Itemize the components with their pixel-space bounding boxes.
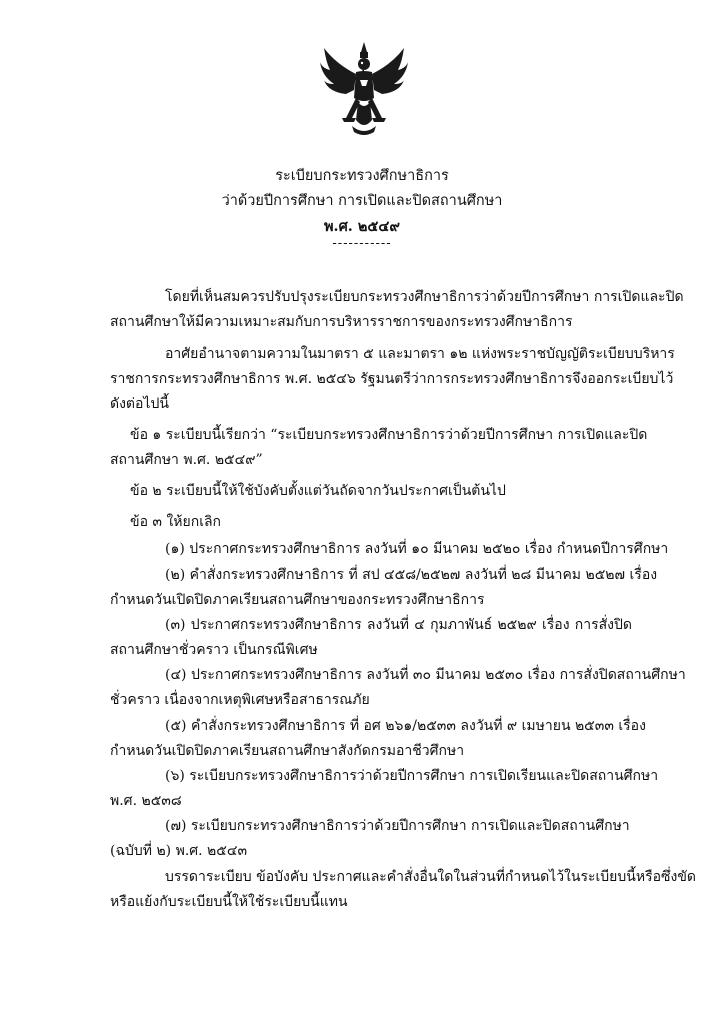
repeal-item: (๗) ระเบียบกระทรวงศึกษาธิการว่าด้วยปีการศึกษา การเปิดและปิดสถานศึกษา	[165, 818, 630, 834]
preamble-line: อาศัยอำนาจตามความในมาตรา ๕ และมาตรา ๑๒ แห่งพระราชบัญญัติระเบียบบริหาร	[165, 346, 675, 362]
repeal-item: ชั่วคราว เนื่องจากเหตุพิเศษหรือสาธารณภัย	[110, 692, 370, 708]
title-line-2: ว่าด้วยปีการศึกษา การเปิดและปิดสถานศึกษา	[221, 193, 503, 209]
preamble-line: ราชการกระทรวงศึกษาธิการ พ.ศ. ๒๕๔๖ รัฐมนตรีว่าการกระทรวงศึกษาธิการจึงออกระเบียบไว้	[110, 371, 674, 387]
title-line-3: พ.ศ. ๒๕๔๙	[323, 218, 401, 235]
repeal-item: กำหนดวันเปิดปิดภาคเรียนสถานศึกษาสังกัดกรมอาชีวศึกษา	[110, 743, 465, 759]
repeal-item: (๔) ประกาศกระทรวงศึกษาธิการ ลงวันที่ ๓๐ มีนาคม ๒๕๓๐ เรื่อง การสั่งปิดสถานศึกษา	[165, 667, 686, 683]
clause-3: ข้อ ๓ ให้ยกเลิก	[130, 514, 222, 530]
repeal-item: (๒) คำสั่งกระทรวงศึกษาธิการ ที่ สป ๔๕๘/๒๕๒๗ ลงวันที่ ๒๘ มีนาคม ๒๕๒๗ เรื่อง	[165, 567, 658, 583]
title-line-1: ระเบียบกระทรวงศึกษาธิการ	[275, 168, 449, 184]
preamble-line: สถานศึกษาให้มีความเหมาะสมกับการบริหารราชการของกระทรวงศึกษาธิการ	[110, 314, 573, 330]
repeal-item: (๕) คำสั่งกระทรวงศึกษาธิการ ที่ อศ ๒๖๑/๒๕๓๓ ลงวันที่ ๙ เมษายน ๒๕๓๓ เรื่อง	[165, 718, 646, 734]
repeal-item: พ.ศ. ๒๕๓๘	[110, 793, 182, 809]
preamble-line: ดังต่อไปนี้	[110, 396, 169, 412]
closing-paragraph: หรือแย้งกับระเบียบนี้ให้ใช้ระเบียบนี้แทน	[110, 894, 348, 910]
repeal-item: (๓) ประกาศกระทรวงศึกษาธิการ ลงวันที่ ๔ กุมภาพันธ์ ๒๕๒๙ เรื่อง การสั่งปิด	[165, 617, 632, 633]
clause-1: ข้อ ๑ ระเบียบนี้เรียกว่า “ระเบียบกระทรวงศึกษาธิการว่าด้วยปีการศึกษา การเปิดและปิด	[130, 427, 648, 443]
clause-2: ข้อ ๒ ระเบียบนี้ให้ใช้บังคับตั้งแต่วันถัดจากวันประกาศเป็นต้นไป	[130, 483, 506, 499]
garuda-emblem-icon	[316, 40, 412, 140]
repeal-item: กำหนดวันเปิดปิดภาคเรียนสถานศึกษาของกระทรวงศึกษาธิการ	[110, 592, 485, 608]
title-separator: -----------	[332, 236, 392, 251]
repeal-item: (ฉบับที่ ๒) พ.ศ. ๒๕๔๓	[110, 843, 248, 859]
clause-1: สถานศึกษา พ.ศ. ๒๕๔๙”	[110, 452, 263, 468]
repeal-item: (๑) ประกาศกระทรวงศึกษาธิการ ลงวันที่ ๑๐ มีนาคม ๒๕๒๐ เรื่อง กำหนดปีการศึกษา	[165, 541, 669, 557]
preamble-line: โดยที่เห็นสมควรปรับปรุงระเบียบกระทรวงศึกษาธิการว่าด้วยปีการศึกษา การเปิดและปิด	[165, 289, 684, 305]
closing-paragraph: บรรดาระเบียบ ข้อบังคับ ประกาศและคำสั่งอื่นใดในส่วนที่กำหนดไว้ในระเบียบนี้หรือซึ่งขัด	[165, 869, 696, 885]
repeal-item: (๖) ระเบียบกระทรวงศึกษาธิการว่าด้วยปีการศึกษา การเปิดเรียนและปิดสถานศึกษา	[165, 768, 659, 784]
repeal-item: สถานศึกษาชั่วคราว เป็นกรณีพิเศษ	[110, 642, 318, 658]
